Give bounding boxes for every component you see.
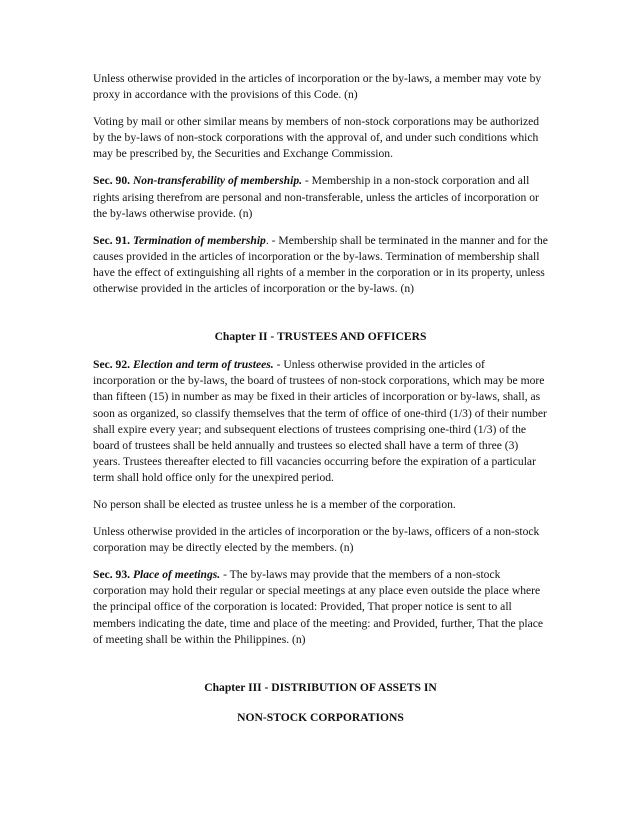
paragraph-text: Voting by mail or other similar means by members of non-stock corporations may be authorized by the by-laws of non-stock corporations with the approval of, and under such conditions which may be prescribed by, the Securities and Exchange Commission. [93, 115, 540, 161]
paragraph-proxy-voting [93, 71, 548, 103]
section-text: - Membership in a non-stock corporation and all rights arising therefrom are personal and non-transferable, unless the articles of incorporation or the by-laws otherwise provide. (n) [93, 174, 539, 220]
section-number: Sec. 92. [93, 358, 131, 372]
section-text: - Unless otherwise provided in the articles of incorporation or the by-laws, the board of trustees of non-stock corporations, which may be more than fifteen (15) in number as may be fixed in their articles of incorporation or by-laws, shall, as soon as organized, so classify themselves that the term of office of one-third (1/3) of their number shall expire every year; and subsequent elections of trustees comprising one-third (1/3) of the board of trustees shall be held annually and trustees so elected shall have a term of three (3) years. Trustees thereafter elected to fill vacancies occurring before the expiration of a particular term shall hold office only for the unexpired period. [93, 358, 547, 484]
section-number: Sec. 90. [93, 174, 131, 188]
section-93 [93, 567, 548, 647]
chapter-heading-distribution-line1: Chapter III - DISTRIBUTION OF ASSETS IN [204, 680, 437, 694]
chapter-heading-trustees-officers: Chapter II - TRUSTEES AND OFFICERS [214, 330, 427, 344]
section-90 [93, 173, 548, 221]
section-title: Non-transferability of membership. [132, 174, 303, 188]
section-text: - The by-laws may provide that the members of a non-stock corporation may hold their regular or special meetings at any place even outside the place where the principal office of the corporation is located: Provided, That proper notice is sent to all members indicating the date, time and place of the meeting: and Provided, further, That the place of meeting shall be within the Philippines. (n) [93, 568, 544, 646]
section-number: Sec. 93. [93, 568, 131, 582]
paragraph-mail-voting [93, 114, 548, 162]
paragraph-text: Unless otherwise provided in the articles of incorporation or the by-laws, a member may vote by proxy in accordance with the provisions of this Code. (n) [93, 72, 542, 102]
chapter-heading-distribution-line2: NON-STOCK CORPORATIONS [237, 710, 404, 724]
paragraph-text: No person shall be elected as trustee unless he is a member of the corporation. [93, 497, 456, 511]
section-title: Election and term of trustees. [132, 358, 274, 372]
section-title: Place of meetings. [132, 568, 221, 582]
document-body [93, 71, 548, 726]
paragraph-text: Unless otherwise provided in the articles of incorporation or the by-laws, officers of a non-stock corporation may be directly elected by the members. (n) [93, 525, 540, 555]
section-text: . - Membership shall be terminated in the manner and for the causes provided in the articles of incorporation or the by-laws. Termination of membership shall have the effect of extinguishing all rights of a member in the corporation or in its property, unless otherwise provided in the articles of incorporation or the by-laws. (n) [93, 233, 548, 296]
paragraph-trustee-membership [93, 497, 548, 513]
section-number: Sec. 91. [93, 233, 131, 247]
section-91 [93, 233, 548, 297]
section-title: Termination of membership [132, 233, 266, 247]
paragraph-officers-election [93, 524, 548, 556]
section-92 [93, 357, 548, 486]
